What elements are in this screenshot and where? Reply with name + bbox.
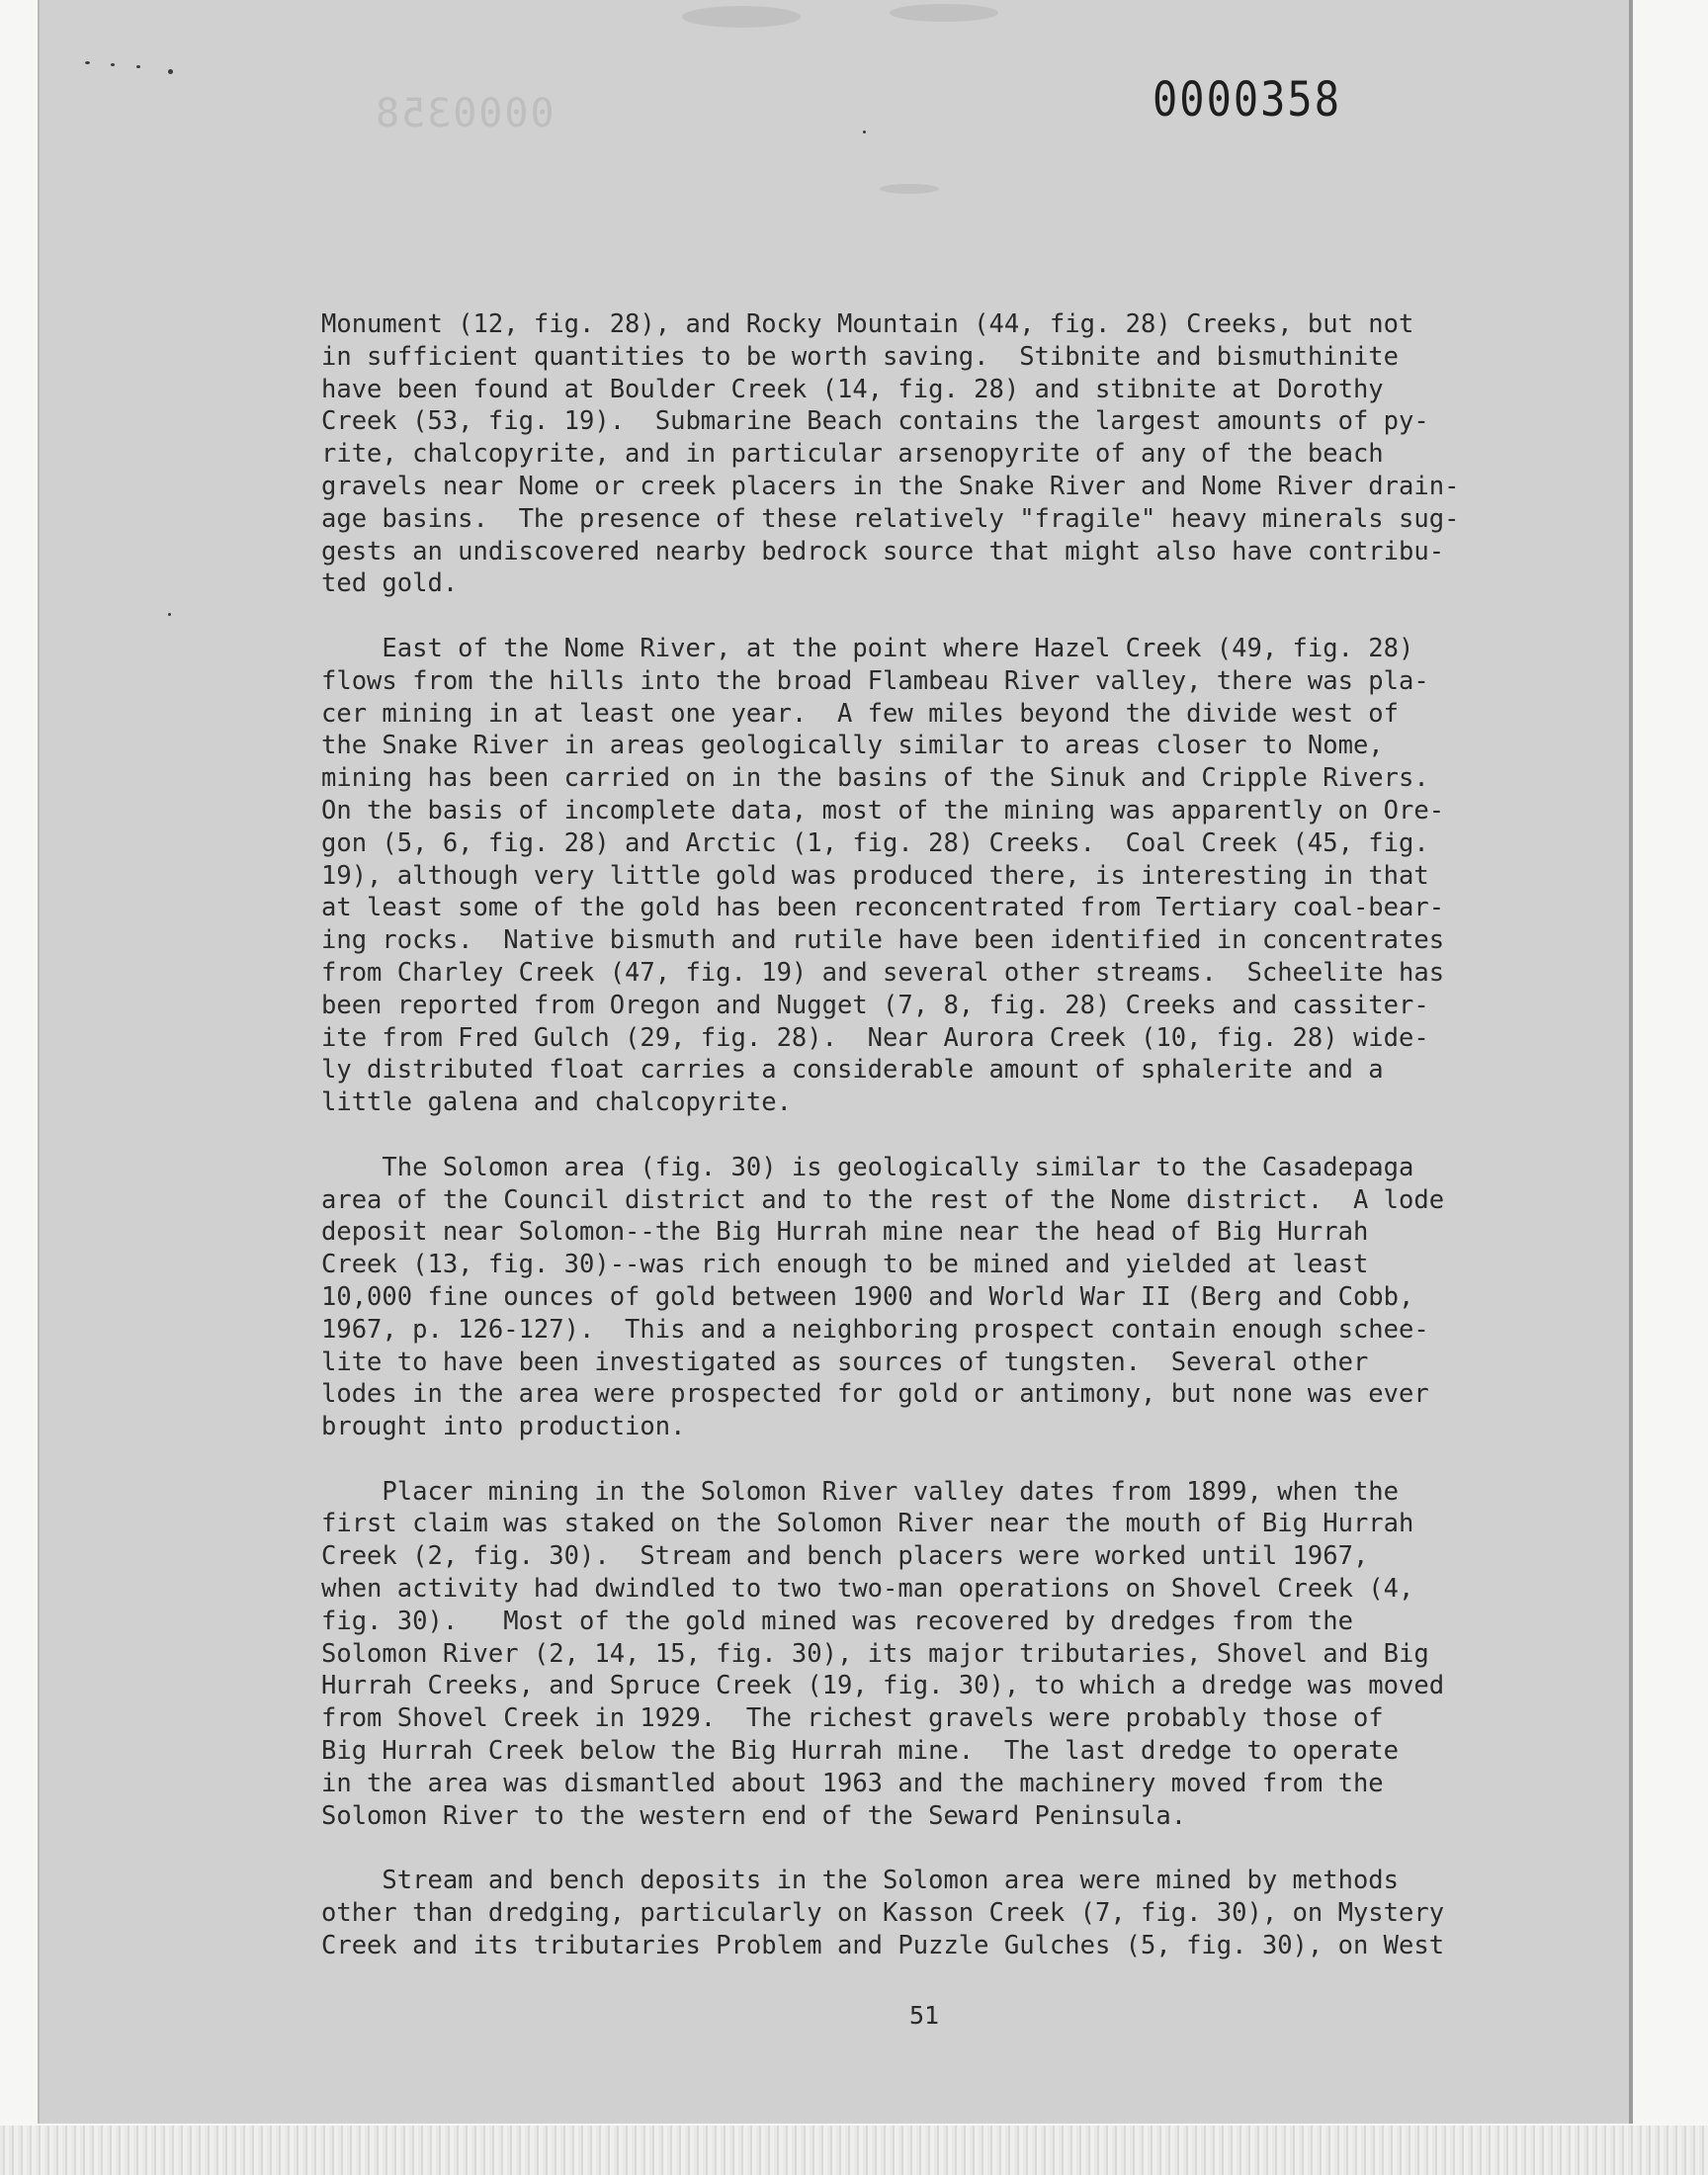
text-line: been reported from Oregon and Nugget (7, 8, fig. 28) Creeks and cassiter-	[321, 990, 1429, 1020]
text-line: other than dredging, particularly on Kasson Creek (7, fig. 30), on Mystery	[321, 1898, 1445, 1929]
paragraph	[321, 1865, 1547, 1961]
text-line: 10,000 fine ounces of gold between 1900 and World War II (Berg and Cobb,	[321, 1281, 1414, 1312]
scanner-edge-strip	[0, 2126, 1708, 2175]
text-line: Solomon River to the western end of the Seward Peninsula.	[321, 1800, 1187, 1831]
text-line: when activity had dwindled to two two-man operations on Shovel Creek (4,	[321, 1574, 1414, 1605]
paragraph	[321, 308, 1547, 600]
text-line: Stream and bench deposits in the Solomon area were mined by methods	[321, 1866, 1400, 1896]
scan-speck	[168, 69, 173, 74]
text-line: ted gold.	[321, 568, 459, 599]
text-line: Creek (2, fig. 30). Stream and bench placers were worked until 1967,	[321, 1541, 1369, 1572]
text-line: mining has been carried on in the basins of the Sinuk and Cripple Rivers.	[321, 763, 1429, 794]
text-line: age basins. The presence of these relatively "fragile" heavy minerals sug-	[321, 503, 1460, 534]
text-line: gests an undiscovered nearby bedrock source that might also have contribu-	[321, 536, 1445, 566]
scan-smudge	[890, 4, 998, 22]
text-line: Monument (12, fig. 28), and Rocky Mountain (44, fig. 28) Creeks, but not	[321, 309, 1414, 339]
text-line: gon (5, 6, fig. 28) and Arctic (1, fig. 28) Creeks. Coal Creek (45, fig.	[321, 827, 1429, 858]
paragraph	[321, 1476, 1547, 1833]
text-line: Placer mining in the Solomon River valley dates from 1899, when the	[321, 1476, 1400, 1507]
text-line: brought into production.	[321, 1412, 686, 1442]
text-line: On the basis of incomplete data, most of the mining was apparently on Ore-	[321, 795, 1445, 826]
text-line: in sufficient quantities to be worth saving. Stibnite and bismuthinite	[321, 341, 1400, 372]
scan-speck	[85, 61, 90, 64]
text-line: rite, chalcopyrite, and in particular arsenopyrite of any of the beach	[321, 439, 1384, 470]
text-line: 1967, p. 126-127). This and a neighboring prospect contain enough schee-	[321, 1314, 1429, 1345]
text-line: at least some of the gold has been reconcentrated from Tertiary coal-bear-	[321, 893, 1445, 923]
text-line: East of the Nome River, at the point where Hazel Creek (49, fig. 28)	[321, 633, 1414, 663]
scan-smudge	[682, 6, 801, 28]
text-line: flows from the hills into the broad Flambeau River valley, there was pla-	[321, 665, 1429, 696]
text-line: from Charley Creek (47, fig. 19) and several other streams. Scheelite has	[321, 957, 1445, 988]
body-text	[321, 308, 1547, 1994]
text-line: The Solomon area (fig. 30) is geologically similar to the Casadepaga	[321, 1152, 1414, 1182]
text-line: deposit near Solomon--the Big Hurrah mine near the head of Big Hurrah	[321, 1217, 1369, 1248]
text-line: Creek (13, fig. 30)--was rich enough to be mined and yielded at least	[321, 1250, 1369, 1280]
text-line: gravels near Nome or creek placers in the Snake River and Nome River drain-	[321, 471, 1460, 501]
text-line: little galena and chalcopyrite.	[321, 1088, 792, 1118]
text-line: area of the Council district and to the rest of the Nome district. A lode	[321, 1184, 1445, 1215]
text-line: Creek (53, fig. 19). Submarine Beach contains the largest amounts of py-	[321, 406, 1429, 437]
page-number: 51	[909, 2001, 940, 2030]
text-line: have been found at Boulder Creek (14, fig. 28) and stibnite at Dorothy	[321, 374, 1384, 404]
text-line: first claim was staked on the Solomon River near the mouth of Big Hurrah	[321, 1509, 1414, 1539]
paragraph	[321, 1152, 1547, 1443]
text-line: lodes in the area were prospected for gold or antimony, but none was ever	[321, 1379, 1429, 1410]
text-line: ing rocks. Native bismuth and rutile have been identified in concentrates	[321, 925, 1445, 956]
scan-speck	[168, 613, 171, 616]
text-line: cer mining in at least one year. A few miles beyond the divide west of	[321, 698, 1400, 729]
text-line: in the area was dismantled about 1963 and the machinery moved from the	[321, 1768, 1384, 1798]
text-line: ly distributed float carries a considerable amount of sphalerite and a	[321, 1055, 1384, 1086]
bleed-through-stamp-number: 0000358	[374, 91, 555, 136]
text-line: the Snake River in areas geologically similar to areas closer to Nome,	[321, 731, 1384, 761]
paragraph	[321, 633, 1547, 1119]
text-line: ite from Fred Gulch (29, fig. 28). Near Aurora Creek (10, fig. 28) wide-	[321, 1022, 1429, 1053]
scan-speck	[111, 63, 115, 66]
text-line: lite to have been investigated as sources of tungsten. Several other	[321, 1347, 1369, 1377]
text-line: Creek and its tributaries Problem and Puzzle Gulches (5, fig. 30), on West	[321, 1930, 1445, 1960]
text-line: Hurrah Creeks, and Spruce Creek (19, fig. 30), to which a dredge was moved	[321, 1671, 1445, 1701]
scan-smudge	[880, 184, 939, 194]
scan-speck	[136, 65, 140, 68]
text-line: 19), although very little gold was produced there, is interesting in that	[321, 860, 1429, 891]
text-line: from Shovel Creek in 1929. The richest gravels were probably those of	[321, 1703, 1384, 1734]
text-line: Big Hurrah Creek below the Big Hurrah mine. The last dredge to operate	[321, 1736, 1400, 1767]
text-line: Solomon River (2, 14, 15, fig. 30), its major tributaries, Shovel and Big	[321, 1638, 1429, 1669]
scan-speck	[863, 130, 866, 133]
text-line: fig. 30). Most of the gold mined was recovered by dredges from the	[321, 1606, 1353, 1636]
document-stamp-number: 0000358	[1153, 71, 1342, 128]
